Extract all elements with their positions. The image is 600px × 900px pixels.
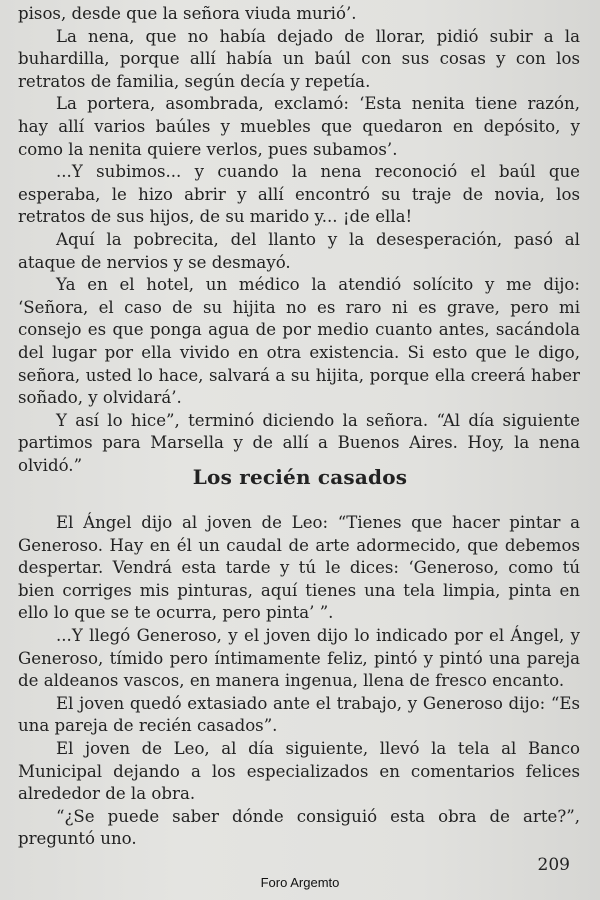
watermark-text: Foro Argemto <box>260 875 340 890</box>
paragraph: La portera, asombrada, exclamó: ‘Esta nenita tiene razón, hay allí varios baúles y muebles que quedaron en depósito, y como la nenita quiere verlos, pues subamos’. <box>18 94 580 159</box>
paragraph: El Ángel dijo al joven de Leo: “Tienes que hacer pintar a Generoso. Hay en él un caudal de arte adormecido, que debemos despertar. Vendrá esta tarde y tú le dices: ‘Generoso, como tú bien corriges mis pinturas, aquí tienes una tela limpia, pinta en ello lo que se te ocurra, pero pinta’ ”. <box>18 513 580 623</box>
paragraph: Aquí la pobrecita, del llanto y la desesperación, pasó al ataque de nervios y se desmayó. <box>18 229 580 272</box>
paragraph: pisos, desde que la señora viuda murió’. <box>18 4 357 23</box>
paragraph: Y así lo hice”, terminó diciendo la señora. “Al día siguiente partimos para Marsella y de allí a Buenos Aires. Hoy, la nena olvidó.” <box>18 410 580 475</box>
paragraph: La nena, que no había dejado de llorar, pidió subir a la buhardilla, porque allí había un baúl con sus cosas y con los retratos de familia, según decía y repetía. <box>18 26 580 91</box>
story-continuation <box>18 3 580 477</box>
paragraph: ...Y subimos... y cuando la nena reconoció el baúl que esperaba, le hizo abrir y allí encontró su traje de novia, los retratos de sus hijos, de su marido y... ¡de ella! <box>18 162 580 227</box>
page-number: 209 <box>537 855 570 875</box>
chapter-body <box>18 512 580 851</box>
chapter-title: Los recién casados <box>192 465 408 489</box>
paragraph: El joven quedó extasiado ante el trabajo, y Generoso dijo: “Es una pareja de recién casados”. <box>18 693 580 736</box>
paragraph: “¿Se puede saber dónde consiguió esta obra de arte?”, preguntó uno. <box>18 806 580 849</box>
paragraph: ...Y llegó Generoso, y el joven dijo lo indicado por el Ángel, y Generoso, tímido pero íntimamente feliz, pintó y pintó una pareja de aldeanos vascos, en manera ingenua, llena de fresco encanto. <box>18 625 580 691</box>
paragraph: Ya en el hotel, un médico la atendió solícito y me dijo: ‘Señora, el caso de su hijita no es raro ni es grave, pero mi consejo es que ponga agua de por medio cuanto antes, sacándola del lugar por ella vivido en otra existencia. Si esto que le digo, señora, usted lo hace, salvará a su hijita, porque ella creerá haber soñado, y olvidará’. <box>18 275 580 408</box>
paragraph: El joven de Leo, al día siguiente, llevó la tela al Banco Municipal dejando a los especializados en comentarios felices alrededor de la obra. <box>18 738 580 804</box>
